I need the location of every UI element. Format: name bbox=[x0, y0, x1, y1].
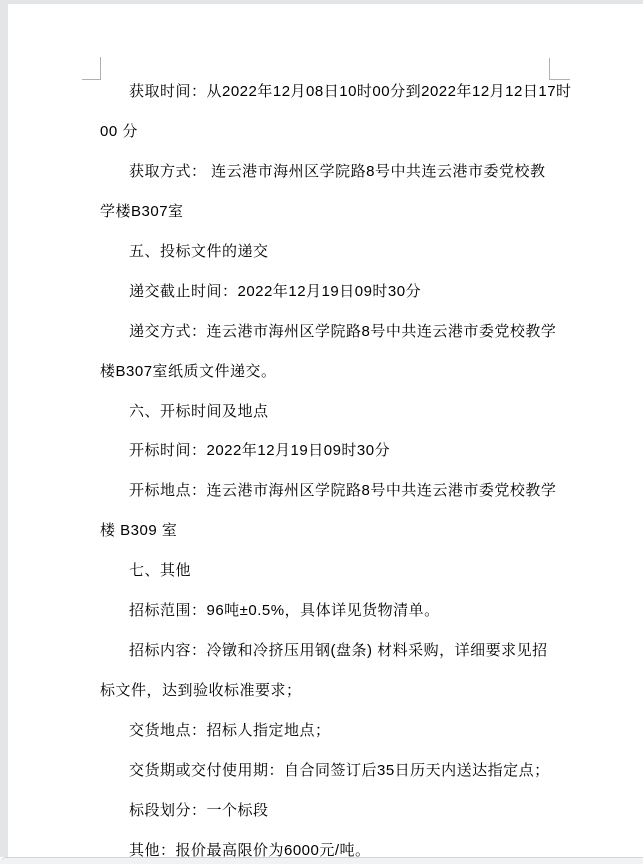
text-line[interactable]: 招标内容：冷镦和冷挤压用钢(盘条) 材料采购，详细要求见招 bbox=[129, 642, 548, 660]
text-line[interactable]: 开标地点：连云港市海州区学院路8号中共连云港市委党校教学 bbox=[129, 482, 557, 500]
canvas-gap-left bbox=[0, 4, 8, 857]
text-line[interactable]: 六、开标时间及地点 bbox=[129, 402, 269, 420]
text-line[interactable]: 楼 B309 室 bbox=[100, 522, 178, 540]
text-line[interactable]: 递交方式：连云港市海州区学院路8号中共连云港市委党校教学 bbox=[129, 322, 557, 340]
text-boundary-mark-top-left bbox=[82, 57, 101, 80]
text-line[interactable]: 招标范围：96吨±0.5%，具体详见货物清单。 bbox=[129, 602, 440, 620]
text-line[interactable]: 交货地点：招标人指定地点； bbox=[129, 722, 331, 739]
text-line[interactable]: 标文件，达到验收标准要求； bbox=[100, 682, 302, 700]
text-line[interactable]: 获取方式： 连云港市海州区学院路8号中共连云港市委党校教 bbox=[129, 162, 546, 180]
text-line[interactable]: 五、投标文件的递交 bbox=[129, 242, 269, 260]
text-line[interactable]: 七、其他 bbox=[129, 562, 192, 580]
text-line[interactable]: 00 分 bbox=[100, 122, 138, 140]
text-line[interactable]: 开标时间：2022年12月19日09时30分 bbox=[129, 442, 391, 460]
text-line[interactable]: 递交截止时间：2022年12月19日09时30分 bbox=[129, 282, 422, 300]
text-line[interactable]: 学楼B307室 bbox=[100, 202, 184, 220]
bottom-bar bbox=[0, 857, 643, 864]
text-boundary-mark-top-right bbox=[549, 58, 570, 80]
text-line[interactable]: 其他：报价最高限价为6000元/吨。 bbox=[129, 841, 371, 857]
document-page[interactable] bbox=[8, 4, 643, 857]
text-line[interactable]: 获取时间：从2022年12月08日10时00分到2022年12月12日17时 bbox=[129, 83, 572, 100]
document-text-area[interactable] bbox=[100, 82, 572, 857]
text-line[interactable]: 标段划分：一个标段 bbox=[129, 801, 269, 819]
text-line[interactable]: 交货期或交付使用期：自合同签订后35日历天内送达指定点； bbox=[129, 761, 550, 779]
text-line[interactable]: 楼B307室纸质文件递交。 bbox=[100, 362, 277, 380]
